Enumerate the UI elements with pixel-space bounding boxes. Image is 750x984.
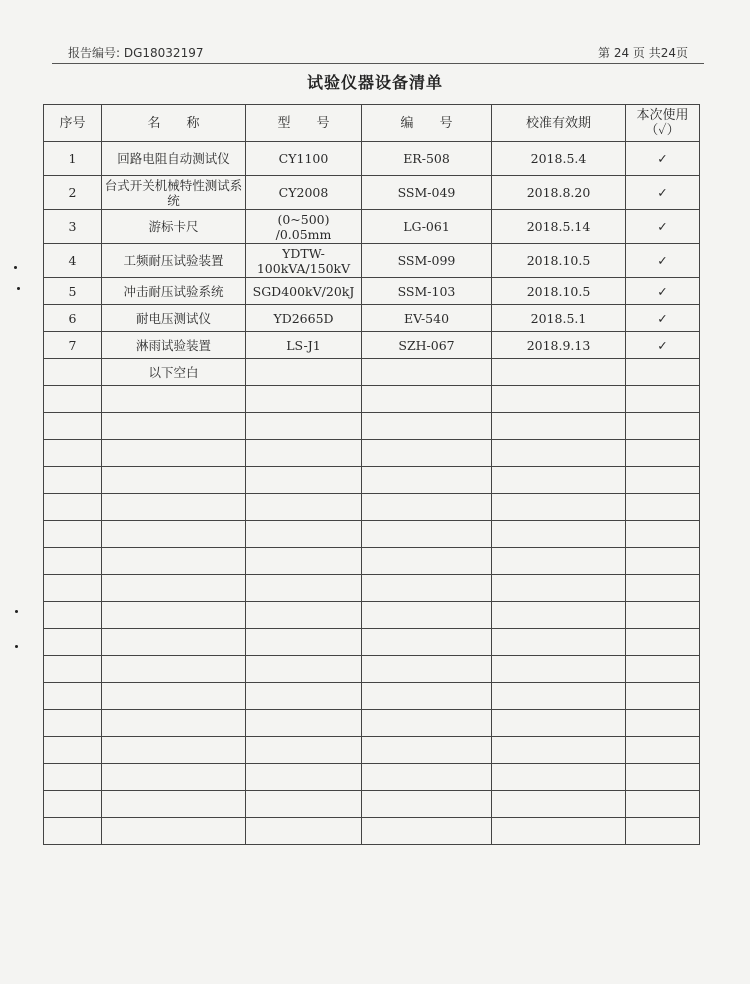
table-row (44, 210, 700, 244)
header-used: 本次使用（✓） (626, 105, 700, 142)
table-row (44, 359, 700, 386)
empty-cell (626, 737, 700, 764)
cell-model: SGD400kV/20kJ (246, 278, 362, 305)
table-row (44, 764, 700, 791)
header-divider (52, 63, 704, 64)
empty-cell (246, 494, 362, 521)
empty-cell (626, 413, 700, 440)
table-row (44, 467, 700, 494)
empty-cell (492, 683, 626, 710)
empty-cell (102, 629, 246, 656)
table-row (44, 791, 700, 818)
cell-no: 3 (44, 210, 102, 244)
header-valid: 校准有效期 (492, 105, 626, 142)
cell-valid: 2018.5.14 (492, 210, 626, 244)
empty-cell (362, 737, 492, 764)
cell-valid: 2018.10.5 (492, 278, 626, 305)
empty-cell (492, 521, 626, 548)
empty-cell (492, 359, 626, 386)
cell-no: 7 (44, 332, 102, 359)
table-row (44, 305, 700, 332)
empty-cell (44, 710, 102, 737)
empty-cell (246, 791, 362, 818)
table-row (44, 332, 700, 359)
empty-cell (102, 386, 246, 413)
empty-cell (246, 440, 362, 467)
table-row (44, 818, 700, 845)
empty-cell (246, 467, 362, 494)
empty-cell (626, 629, 700, 656)
empty-cell (626, 467, 700, 494)
cell-code: SSM-049 (362, 176, 492, 210)
empty-cell (102, 818, 246, 845)
empty-cell (362, 818, 492, 845)
table-row (44, 575, 700, 602)
cell-code: SZH-067 (362, 332, 492, 359)
empty-cell (102, 548, 246, 575)
empty-cell (44, 737, 102, 764)
report-number: 报告编号: DG18032197 (68, 46, 204, 60)
table-row (44, 683, 700, 710)
header-no: 序号 (44, 105, 102, 142)
cell-name: 回路电阻自动测试仪 (102, 142, 246, 176)
empty-cell (44, 467, 102, 494)
empty-cell (626, 791, 700, 818)
empty-cell (246, 521, 362, 548)
empty-cell (102, 602, 246, 629)
page-title: 试验仪器设备清单 (306, 73, 443, 92)
table-row (44, 548, 700, 575)
empty-cell (492, 818, 626, 845)
cell-code: SSM-099 (362, 244, 492, 278)
cell-name: 游标卡尺 (102, 210, 246, 244)
empty-cell (44, 548, 102, 575)
cell-model: (0~500) /0.05mm (246, 210, 362, 244)
empty-cell (246, 656, 362, 683)
cell-name: 淋雨试验装置 (102, 332, 246, 359)
empty-cell (362, 710, 492, 737)
empty-cell (362, 602, 492, 629)
empty-cell (44, 683, 102, 710)
cell-valid: 2018.10.5 (492, 244, 626, 278)
empty-cell (246, 602, 362, 629)
empty-cell (492, 413, 626, 440)
empty-cell (362, 386, 492, 413)
empty-cell (626, 386, 700, 413)
cell-model: YD2665D (246, 305, 362, 332)
table-row (44, 494, 700, 521)
cell-name: 冲击耐压试验系统 (102, 278, 246, 305)
empty-cell (492, 467, 626, 494)
cell-name: 耐电压测试仪 (102, 305, 246, 332)
empty-cell (44, 629, 102, 656)
empty-cell (362, 683, 492, 710)
empty-cell (362, 656, 492, 683)
empty-cell (492, 629, 626, 656)
empty-cell (626, 521, 700, 548)
empty-cell (626, 656, 700, 683)
empty-cell (626, 548, 700, 575)
empty-cell (44, 602, 102, 629)
empty-cell (44, 791, 102, 818)
cell-model: LS-J1 (246, 332, 362, 359)
empty-cell (362, 548, 492, 575)
page-header (52, 44, 702, 64)
empty-cell (246, 575, 362, 602)
table-row (44, 710, 700, 737)
empty-cell (362, 467, 492, 494)
cell-valid: 2018.9.13 (492, 332, 626, 359)
empty-cell (626, 764, 700, 791)
empty-cell (44, 413, 102, 440)
empty-cell (362, 359, 492, 386)
empty-cell (626, 683, 700, 710)
empty-cell (44, 656, 102, 683)
empty-cell (102, 710, 246, 737)
empty-cell (44, 818, 102, 845)
empty-cell (102, 791, 246, 818)
empty-cell (492, 764, 626, 791)
empty-cell (102, 764, 246, 791)
empty-cell (362, 575, 492, 602)
cell-code: ER-508 (362, 142, 492, 176)
empty-cell (362, 764, 492, 791)
header-name: 名 称 (102, 105, 246, 142)
empty-cell (492, 386, 626, 413)
cell-used: ✓ (626, 278, 700, 305)
empty-cell (362, 521, 492, 548)
blank-note: 以下空白 (102, 359, 246, 386)
empty-cell (44, 494, 102, 521)
cell-name: 台式开关机械特性测试系统 (102, 176, 246, 210)
page-info: 第 24 页 共24页 (598, 46, 688, 60)
empty-cell (246, 629, 362, 656)
cell-valid: 2018.5.4 (492, 142, 626, 176)
empty-cell (362, 791, 492, 818)
cell-used: ✓ (626, 142, 700, 176)
empty-cell (362, 629, 492, 656)
cell-no: 1 (44, 142, 102, 176)
cell-code: LG-061 (362, 210, 492, 244)
empty-cell (102, 683, 246, 710)
cell-model: YDTW-100kVA/150kV (246, 244, 362, 278)
empty-cell (626, 710, 700, 737)
cell-no: 6 (44, 305, 102, 332)
empty-cell (492, 656, 626, 683)
empty-cell (362, 440, 492, 467)
empty-cell (246, 818, 362, 845)
empty-cell (626, 494, 700, 521)
table-row (44, 278, 700, 305)
cell-used: ✓ (626, 176, 700, 210)
table-row (44, 386, 700, 413)
empty-cell (492, 602, 626, 629)
empty-cell (626, 602, 700, 629)
empty-cell (492, 548, 626, 575)
empty-cell (246, 683, 362, 710)
empty-cell (102, 575, 246, 602)
empty-cell (102, 521, 246, 548)
empty-cell (492, 494, 626, 521)
empty-cell (492, 575, 626, 602)
cell-model: CY1100 (246, 142, 362, 176)
table-header-row (44, 105, 700, 142)
table-row (44, 737, 700, 764)
empty-cell (102, 413, 246, 440)
empty-cell (246, 737, 362, 764)
cell-valid: 2018.5.1 (492, 305, 626, 332)
table-row (44, 142, 700, 176)
empty-cell (44, 521, 102, 548)
table-row (44, 244, 700, 278)
empty-cell (102, 467, 246, 494)
cell-name: 工频耐压试验装置 (102, 244, 246, 278)
empty-cell (492, 791, 626, 818)
cell-used: ✓ (626, 332, 700, 359)
empty-cell (362, 494, 492, 521)
empty-cell (492, 737, 626, 764)
cell-code: SSM-103 (362, 278, 492, 305)
empty-cell (102, 737, 246, 764)
empty-cell (362, 413, 492, 440)
table-row (44, 176, 700, 210)
empty-cell (102, 440, 246, 467)
empty-cell (44, 359, 102, 386)
cell-valid: 2018.8.20 (492, 176, 626, 210)
scan-mark (15, 645, 18, 648)
scan-mark (15, 610, 18, 613)
cell-used: ✓ (626, 210, 700, 244)
header-code: 编 号 (362, 105, 492, 142)
cell-no: 4 (44, 244, 102, 278)
table-row (44, 521, 700, 548)
equipment-table (43, 104, 700, 845)
table-row (44, 656, 700, 683)
empty-cell (626, 440, 700, 467)
empty-cell (626, 818, 700, 845)
cell-no: 5 (44, 278, 102, 305)
empty-cell (492, 440, 626, 467)
empty-cell (246, 548, 362, 575)
scan-mark (14, 266, 17, 269)
empty-cell (492, 710, 626, 737)
empty-cell (246, 764, 362, 791)
empty-cell (626, 359, 700, 386)
table-row (44, 602, 700, 629)
empty-cell (44, 575, 102, 602)
table-row (44, 440, 700, 467)
empty-cell (102, 656, 246, 683)
cell-no: 2 (44, 176, 102, 210)
empty-cell (246, 386, 362, 413)
header-model: 型 号 (246, 105, 362, 142)
empty-cell (246, 359, 362, 386)
empty-cell (44, 440, 102, 467)
table-row (44, 413, 700, 440)
empty-cell (246, 413, 362, 440)
empty-cell (626, 575, 700, 602)
table-row (44, 629, 700, 656)
cell-used: ✓ (626, 305, 700, 332)
cell-used: ✓ (626, 244, 700, 278)
empty-cell (44, 386, 102, 413)
empty-cell (102, 494, 246, 521)
empty-cell (246, 710, 362, 737)
cell-code: EV-540 (362, 305, 492, 332)
empty-cell (44, 764, 102, 791)
cell-model: CY2008 (246, 176, 362, 210)
scan-mark (17, 287, 20, 290)
